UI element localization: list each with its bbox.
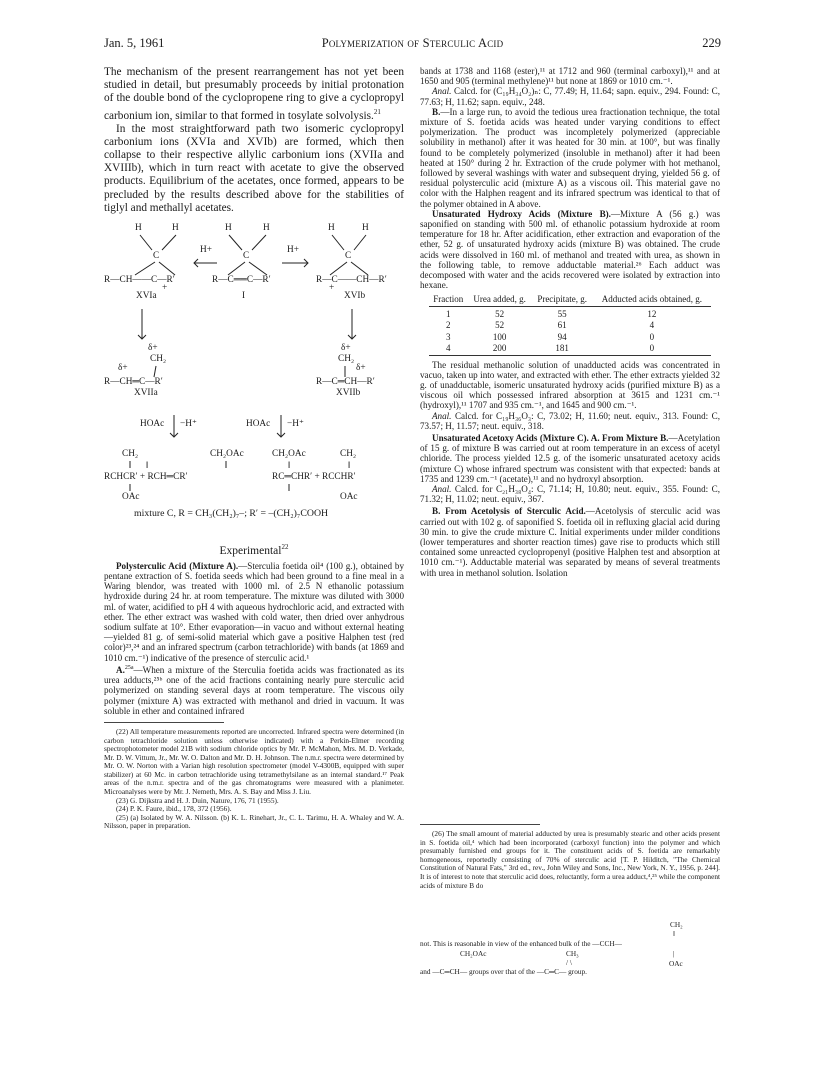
branch-mark: / \ <box>566 958 572 967</box>
double-bond-mark: ‖ <box>673 929 676 938</box>
charge-plus: + <box>329 283 335 293</box>
ch2-label: CH₂ <box>338 354 355 364</box>
table-cell: 4 <box>649 320 655 331</box>
header-page-number: 229 <box>702 36 721 50</box>
i-ring-base: R—C══C—R′ <box>212 275 271 285</box>
allyl-xviia: R—CH⁠═C—R′ <box>104 377 163 387</box>
hydroxy-acids-paragraph: Unsaturated Hydroxy Acids (Mixture B).—Mixture A (56 g.) was saponified on standing with 500 ml. of ethanolic potassium hydroxide at room temperature for 18 hr. After acidification, ether extraction and evaporation of the ether, 52 g. of unsaturated hydroxy acids (mixture B) was obtained. The crude acids were dissolved in 160 ml. of methanol and treated with urea, as shown in the following table, to remove adductable material.²⁶ Each adduct was decomposed with water and the acids recovered were isolated by extraction into hexane. <box>420 208 720 291</box>
header-date: Jan. 5, 1961 <box>104 36 165 50</box>
table-cell: 200 <box>468 343 532 355</box>
table-row <box>429 343 711 355</box>
table-cell: 0 <box>593 343 711 355</box>
table-cell: 61 <box>557 320 567 331</box>
table-row <box>429 306 711 320</box>
right-column <box>420 66 720 578</box>
analysis-2: Anal. Calcd. for C₁₉H₃₆O₃: C, 73.02; H, 11.60; neut. equiv., 313. Found: C, 73.57; H, 11.57; neut. equiv., 318. <box>420 410 720 431</box>
bond-bar: | <box>673 949 675 958</box>
hydrogen-label: H <box>135 223 142 233</box>
label-i: I <box>242 291 246 301</box>
hoac-reagent: HOAc <box>246 419 271 429</box>
urea-fraction-table <box>429 294 711 355</box>
minus-proton: −H⁺ <box>180 419 197 429</box>
minus-proton: −H⁺ <box>287 419 304 429</box>
proton-label: H+ <box>287 245 299 255</box>
table-cell: 0 <box>649 331 655 342</box>
footnote-rule <box>104 722 224 723</box>
footnote-26: (26) The small amount of material adducted by urea is presumably stearic and other acids present in S. foetida oil,⁴ which had been incorporated (carboxyl function) into the polymer and which presumably furnished end groups for it. The constituent acids of S. foetida are remarkably homogeneous, reportedly consisting of 70% of sterculic acid [T. P. Hilditch, "The Chemical Constitution of Natural Fats," 3rd ed., rev., John Wiley and Sons, Inc., New York, N. Y., 1956, p. 244]. It is of interest to note that sterculic acid does, reluctantly, form a urea adduct,⁴,²⁵ while the component acids of mixture B do <box>420 829 720 890</box>
method-b-paragraph: B.—In a large run, to avoid the tedious urea fractionation technique, the total mixture of S. foetida acids was heated under varying conditions to effect polymerization. The product was incompletely polymerized (appreciable solubility in methanol) after it was heated for 30 min. at 100°, but was finally found to be completely polymerized (insoluble in methanol) after it had been heated at 150° during 2 hr. Extraction of the crude polymer with hot methanol, followed by several washings with water and subsequent drying, yielded 56 g. of residual polysterculic acid (mixture A) as a viscous oil. This material gave no color with the Halphen reagent and its infrared spectrum was identical to that of the polymer obtained in A above. <box>420 106 720 209</box>
column-header: Adducted acids obtained, g. <box>593 294 711 306</box>
residual-solution-paragraph: The residual methanolic solution of unadducted acids was concentrated in vacuo, taken up into water, and extracted with ether. The ether extracts yielded 32 g. of unadductable, isomeric unsaturated hydroxy acids (purified mixture B) as a viscous oil which possessed infrared absorption at 3615 and 1231 cm.⁻¹ (hydroxyl),¹¹ 1707 and 935 cm.⁻¹, and 1645 and 900 cm.⁻¹. <box>420 359 720 411</box>
carbon-label: C <box>153 251 160 261</box>
carbon-label: C <box>345 251 352 261</box>
table-cell: 52 <box>495 308 505 319</box>
ch2oac-label: CH₂OAc <box>460 949 487 958</box>
and-text: and —C═CH— groups over that of the —C═C— group. <box>420 967 588 976</box>
delta-plus: δ+ <box>356 363 366 373</box>
table-cell: 12 <box>647 308 657 319</box>
hydrogen-label: H <box>362 223 369 233</box>
table-cell: 94 <box>557 331 567 342</box>
label-xviib: XVIIb <box>336 388 361 398</box>
label-xvia: XVIa <box>136 291 157 301</box>
xvib-ring-base: R—C——CH—R′ <box>316 275 387 285</box>
delta-plus: δ+ <box>118 363 128 373</box>
products-right: RC═CHR′ + RCCHR′ <box>272 472 356 482</box>
intro-paragraph: The mechanism of the present rearrangement has not yet been studied in detail, but presumably proceeds by initial protonation of the double bond of the cyclopropene ring to give a cyclopropyl carbonium ion, similar to that formed in tosylate solvolysis.$^{21}$ <box>104 66 404 122</box>
ch2oac-label: CH₂OAc <box>210 449 244 459</box>
left-column <box>104 66 404 831</box>
ch2oac-label: CH₂OAc <box>272 449 306 459</box>
table-row <box>429 320 711 331</box>
oac-label: OAc <box>122 492 140 502</box>
table-cell: 52 <box>495 320 505 331</box>
table-header-row <box>429 294 711 306</box>
footnote-22: (22) All temperature measurements reported are uncorrected. Infrared spectra were determined (in carbon tetrachloride solution unless otherwise indicated) with a Perkin-Elmer recording spectrophotometer model 21B with sodium chloride optics by Mr. P. McMahon, Mrs. M. D. Verkade, Mr. D. W. Vittum, Jr., Mr. W. O. Dalton and Mr. D. H. Johnson. The n.m.r. spectra were determined by Mr. O. W. Norton with a Varian high resolution spectrometer (model V-4300B, equipped with super stabilizer) at 60 Mc. in carbon tetrachloride using tetramethylsilane as an internal standard.¹⁷ Peak areas of the n.m.r. spectra and of the gas chromatograms were measured with a planimeter. Microanalyses were by Mr. J. Nemeth, Mrs. A. S. Bay and Miss J. Liu. <box>104 726 404 797</box>
method-a-paragraph: A.$^{25a}$—When a mixture of the Sterculia foetida acids was fractionated as its urea adducts,²⁵ᵇ one of the acid fractions containing nearly pure sterculic acid polymerized on standing several days at room temperature. The viscous oily polymer (mixture A) was extracted with methanol and dried in vacuum. It was soluble in ether and contained infrared <box>104 664 404 716</box>
column-header: Urea added, g. <box>468 294 532 306</box>
acetoxy-acids-paragraph: Unsaturated Acetoxy Acids (Mixture C). A. From Mixture B.—Acetylation of 15 g. of mixture B was carried out at room temperature in an excess of acetyl chloride. The process yielded 12.5 g. of the isomeric unsaturated acetoxy acids (mixture C) whose infrared spectrum was consistent with that expected: bands at 1735 and 1239 cm.⁻¹ (acetate),¹¹ and no hydroxyl absorption. <box>420 433 720 484</box>
hydrogen-label: H <box>328 223 335 233</box>
footnote-24: (24) P. K. Faure, ibid., 178, 372 (1956). <box>116 804 232 814</box>
charge-plus: + <box>162 283 168 293</box>
table-cell: 4 <box>429 343 468 355</box>
ch2-label: CH₂ <box>150 354 167 364</box>
table-cell: 181 <box>532 343 593 355</box>
polysterculic-paragraph: Polysterculic Acid (Mixture A).—Sterculia foetida oil⁴ (100 g.), obtained by pentane extraction of S. foetida seeds which had been ground to a fine meal in a Waring blendor, was treated with 1000 ml. of 2.5 N ethanolic potassium hydroxide during 24 hr. at room temperature. The mixture was diluted with 3000 ml. of water, acidified to pH 4 with aqueous hydrochloric acid, and extracted with ether. The ether extract was washed with cold water, then dried over anhydrous sodium sulfate at 10°. Ether evaporation—in vacuo and without external heating—yielded 81 g. of semi-solid material which gave a positive Halphen test (red color)²³,²⁴ and an infrared spectrum (carbon tetrachloride) with bands (at 1869 and 1010 cm.⁻¹) indicative of the presence of sterculic acid.¹ <box>104 560 404 663</box>
table-row <box>429 332 711 343</box>
carbon-label: C <box>243 251 250 261</box>
footnote-rule <box>420 824 540 825</box>
footnote-25: (25) (a) Isolated by W. A. Nilsson. (b) K. L. Rinehart, Jr., C. L. Tarimu, H. A. Whaley and W. A. Nilsson, paper in preparation. <box>104 812 404 831</box>
ch2-label: CH₂ <box>670 920 683 929</box>
label-xviia: XVIIa <box>134 388 158 398</box>
right-footnotes <box>420 824 720 890</box>
hydrogen-label: H <box>263 223 270 233</box>
column-header: Fraction <box>429 294 468 306</box>
delta-plus: δ+ <box>341 343 351 353</box>
experimental-heading: Experimental$^{22}$ <box>219 543 289 557</box>
double-bond-mark: ‖ <box>146 461 149 471</box>
column-header: Precipitate, g. <box>532 294 593 306</box>
hoac-reagent: HOAc <box>140 419 165 429</box>
table-cell: 3 <box>446 331 451 342</box>
not-text: not. This is reasonable in view of the enhanced bulk of the —CCH— <box>420 939 622 948</box>
ch2-label: CH₂ <box>122 449 139 459</box>
oac-label: OAc <box>340 492 358 502</box>
analysis-3: Anal. Calcd. for C₂₁H₃₈O₄: C, 71.14; H, 10.80; neut. equiv., 355. Found: C, 71.32; H, 11.02; neut. equiv., 367. <box>420 484 720 505</box>
running-header <box>104 36 721 52</box>
label-xvib: XVIb <box>344 291 366 301</box>
table-cell: 55 <box>557 308 567 319</box>
hydrogen-label: H <box>172 223 179 233</box>
delta-plus: δ+ <box>148 343 158 353</box>
products-left: RCHCR′ + RCH═CR′ <box>104 472 188 482</box>
ir-bands-continuation: bands at 1738 and 1168 (ester),¹¹ at 1712 and 960 (terminal carboxyl),¹¹ and at 1650 and 905 (terminal methylene)¹¹ but none at 1869 or 1010 cm.⁻¹. <box>420 66 720 87</box>
proton-label: H+ <box>200 245 212 255</box>
xvia-ring-base: R—CH——C—R′ <box>104 275 175 285</box>
analysis-1: Anal. Calcd. for (C₁₉H₃₄O₂)ₙ: C, 77.49; H, 11.64; sapn. equiv., 294. Found: C, 77.63; H, 11.62; sapn. equiv., 248. <box>420 86 720 107</box>
hydrogen-label: H <box>225 223 232 233</box>
mechanism-paragraph: In the most straightforward path two isomeric cyclopropyl carbonium ions (XVIa and XVIb) are formed, which then collapse to their respective allylic carbonium ions (XVIIa and XVIIIb), which in turn react with acetate to give the observed products. Equilibrium of the acetates, once formed, appears to be precluded by the results described above for the stabilities of tiglyl and methallyl acetates. <box>104 122 404 214</box>
ch3-label: CH₃ <box>566 949 579 958</box>
double-bond-mark: ‖ <box>348 461 351 471</box>
footnote-23: (23) G. Dijkstra and H. J. Duin, Nature, 176, 71 (1955). <box>116 795 279 805</box>
double-bond-mark: ‖ <box>288 461 291 471</box>
acetolysis-paragraph: B. From Acetolysis of Sterculic Acid.—Acetolysis of sterculic acid was carried out with 102 g. of saponified S. foetida oil in refluxing glacial acid during 30 min. to give the crude mixture C. Initial experiments under milder conditions (lower temperatures and shorter reaction times) gave rise to products which still contained some unreacted cyclopropenyl (positive Halphen test and absorption at 1010 cm.⁻¹). Adductable material was separated by means of several treatments with urea in methanol solution. Isolation <box>420 506 720 578</box>
table-cell: 100 <box>492 331 507 342</box>
allyl-xviib: R—C⁠═CH—R′ <box>316 377 375 387</box>
table-cell: 1 <box>446 308 451 319</box>
header-title: Polymerization of Sterculic Acid <box>321 36 504 50</box>
footnote-26-structure <box>420 918 720 976</box>
mixture-definition: mixture C, R = CH₃(CH₂)₇–; R′ = –(CH₂)₇COOH <box>134 508 329 519</box>
ch2-label: CH₂ <box>340 449 357 459</box>
oac-label: OAc <box>669 959 683 968</box>
table-cell: 2 <box>446 320 451 331</box>
reaction-scheme <box>104 221 404 539</box>
